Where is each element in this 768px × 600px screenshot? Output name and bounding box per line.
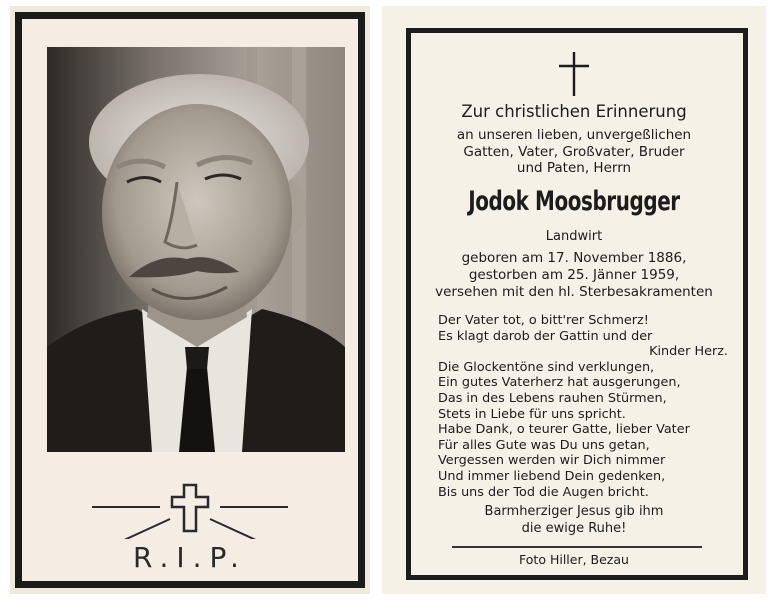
rip-label: R.I.P.	[133, 541, 247, 574]
closing-prayer	[382, 504, 766, 537]
photo-credit: Foto Hiller, Bezau	[519, 552, 629, 567]
dedication-line: Gatten, Vater, Großvater, Bruder	[463, 143, 685, 160]
poem-line: Vergessen werden wir Dich nimmer	[438, 453, 666, 469]
closing-line: die ewige Ruhe!	[521, 520, 627, 536]
occupation: Landwirt	[545, 229, 603, 244]
cross-rays-icon	[22, 479, 358, 539]
poem-line: Kinder Herz.	[649, 344, 728, 360]
poem-line: Das in des Lebens rauhen Stürmen,	[438, 390, 667, 406]
closing-line: Barmherziger Jesus gib ihm	[484, 504, 664, 519]
poem-line: Bis uns der Tod die Augen bricht.	[438, 484, 649, 500]
date-line: gestorben am 25. Jänner 1959,	[468, 267, 680, 283]
rip-emblem	[22, 479, 358, 579]
poem-line: Der Vater tot, o bitt'rer Schmerz!	[438, 313, 649, 328]
poem-line: Ein gutes Vaterherz hat ausgerungen,	[438, 375, 681, 391]
dedication-line: an unseren lieben, unvergeßlichen	[456, 127, 692, 143]
poem-line: Stets in Liebe für uns spricht.	[438, 406, 626, 422]
black-mourning-border	[15, 12, 365, 588]
life-dates	[382, 250, 766, 301]
poem-line: Für alles Gute was Du uns getan,	[438, 437, 650, 453]
portrait-photo	[47, 47, 345, 452]
poem-line: Die Glockentöne sind verklungen,	[438, 359, 655, 375]
divider	[452, 546, 702, 548]
poem-line: Habe Dank, o teurer Gatte, lieber Vater	[438, 422, 690, 438]
dedication	[382, 127, 766, 177]
heading: Zur christlichen Erinnerung	[461, 102, 687, 121]
date-line: versehen mit den hl. Sterbesakramenten	[435, 284, 713, 300]
deceased-name: Jodok Moosbrugger	[468, 186, 680, 217]
poem-line: Und immer liebend Dein gedenken,	[438, 468, 666, 484]
memorial-poem	[438, 313, 728, 500]
date-line: geboren am 17. November 1886,	[461, 250, 687, 266]
poem-line: Es klagt darob der Gattin und der	[438, 328, 653, 344]
cross-icon	[559, 52, 589, 96]
memorial-photo-card	[10, 6, 370, 594]
dedication-line: und Paten, Herrn	[516, 160, 632, 176]
